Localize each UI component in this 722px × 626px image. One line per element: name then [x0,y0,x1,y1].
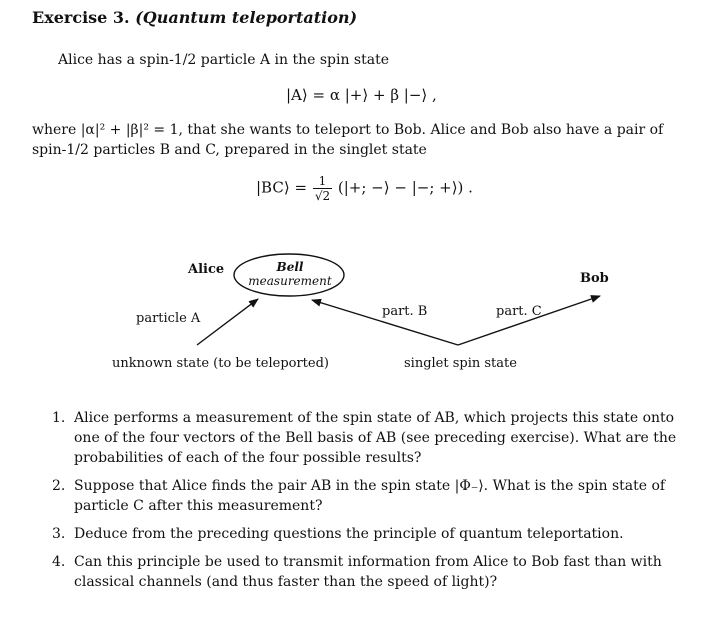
fraction-numerator: 1 [313,174,332,189]
question-item [52,524,702,544]
question-item [52,408,702,468]
intro-line-2: where |α|² + |β|² = 1, that she wants to teleport to Bob. Alice and Bob also have a pair of [32,122,664,138]
bell-label-line1: Bell [276,260,304,274]
question-item [52,476,702,516]
label-part-b: part. B [382,304,428,319]
question-text: Deduce from the preceding questions the principle of quantum teleportation. [74,526,624,542]
equation-singlet-lhs: |BC⟩ = [256,178,308,197]
bell-label-line2: measurement [248,274,332,288]
intro-line-3: spin-1/2 particles B and C, prepared in the singlet state [32,142,427,158]
bell-measurement-label [244,260,336,288]
fraction-denominator: √2 [314,189,331,203]
exercise-number: Exercise 3. [32,8,130,27]
equation-state-a: |A⟩ = α |+⟩ + β |−⟩ , [286,86,437,104]
question-text: Can this principle be used to transmit information from Alice to Bob fast than with classical channels (and thus faster than the speed of light)? [74,554,662,590]
question-text: Alice performs a measurement of the spin state of AB, which projects this state onto one of the four vectors of the Bell basis of AB (see preceding exercise). What are the probabilities of each of the four possible results? [74,410,677,466]
label-bob: Bob [580,271,609,286]
question-list [52,408,702,600]
arrow-particle-a [197,299,258,345]
intro-line-1: Alice has a spin-1/2 particle A in the spin state [58,52,389,68]
equation-singlet-rhs: (|+; −⟩ − |−; +⟩) . [337,178,473,197]
label-unknown-state: unknown state (to be teleported) [112,356,329,371]
label-particle-a: particle A [136,311,201,326]
label-alice: Alice [188,262,225,277]
exercise-subtitle: (Quantum teleportation) [135,8,358,27]
question-number: 1. [52,410,66,426]
question-text: Suppose that Alice finds the pair AB in the spin state |Φ₋⟩. What is the spin state of particle C after this measurement? [74,478,666,514]
question-number: 2. [52,478,66,494]
question-number: 4. [52,554,66,570]
question-item [52,552,702,592]
label-part-c: part. C [496,304,542,319]
question-number: 3. [52,526,66,542]
label-singlet-state: singlet spin state [404,356,517,371]
